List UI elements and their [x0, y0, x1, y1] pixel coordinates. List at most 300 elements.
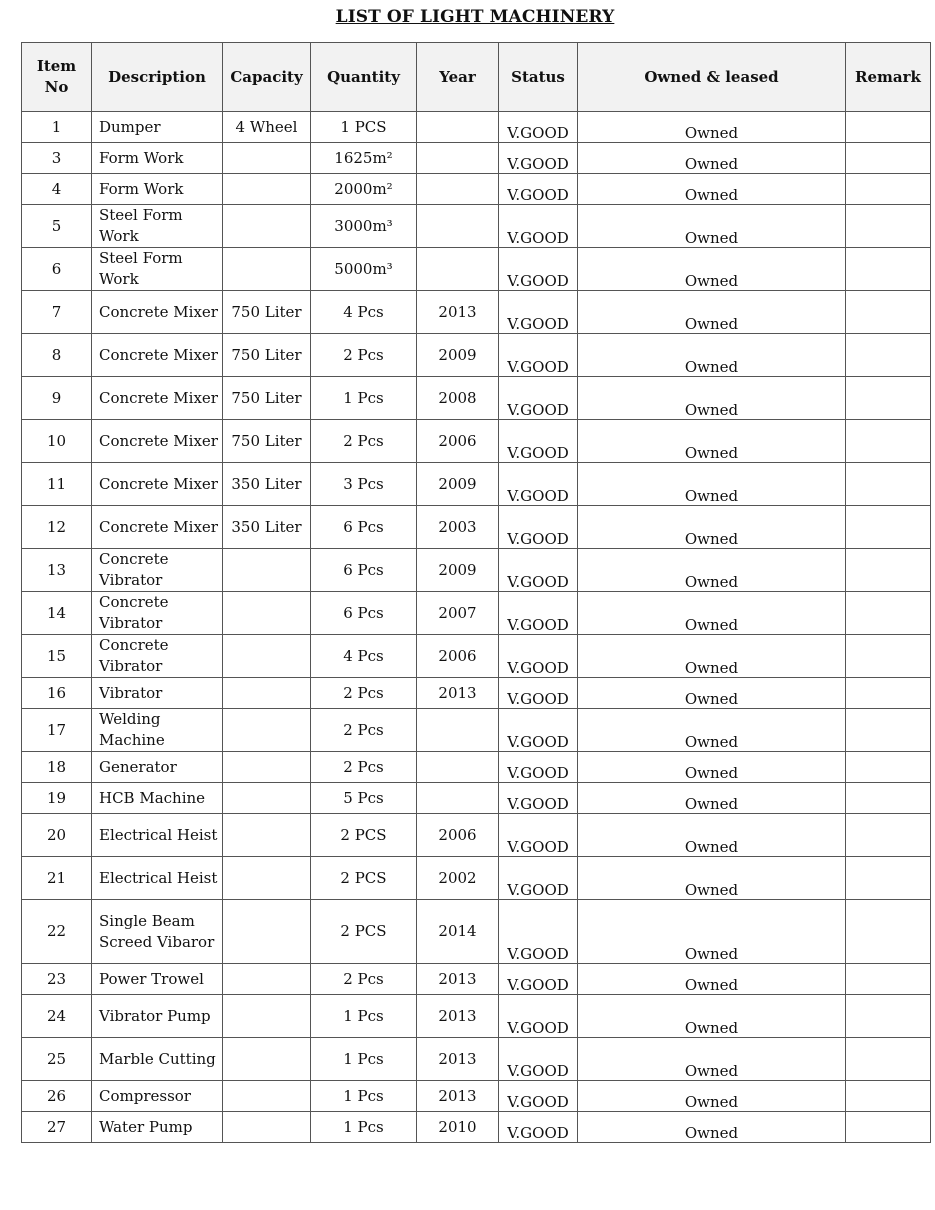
header-capacity: Capacity [223, 43, 311, 112]
cell-owned-leased [578, 291, 846, 334]
cell-item-no [22, 783, 92, 814]
cell-quantity [311, 291, 417, 334]
cell-capacity [223, 752, 311, 783]
cell-item-no [22, 291, 92, 334]
table-row [22, 377, 931, 420]
cell-description-text: Compressor [99, 1086, 191, 1105]
cell-quantity [311, 143, 417, 174]
cell-capacity [223, 1038, 311, 1081]
cell-owned-leased-text: Owned [684, 487, 739, 505]
cell-status-text: V.GOOD [507, 358, 569, 376]
cell-item-no [22, 248, 92, 291]
cell-description-text: Concrete Mixer [99, 517, 218, 536]
cell-item-no [22, 1038, 92, 1081]
cell-description-text: Vibrator [99, 683, 163, 702]
table-row [22, 857, 931, 900]
cell-description [92, 678, 223, 709]
cell-item-no-text: 3 [51, 148, 62, 167]
cell-item-no [22, 900, 92, 964]
cell-quantity-text: 2 Pcs [343, 345, 384, 364]
cell-item-no [22, 752, 92, 783]
cell-item-no-text: 10 [46, 431, 67, 450]
cell-status-text: V.GOOD [507, 690, 569, 708]
cell-owned-leased [578, 1112, 846, 1143]
cell-owned-leased-text: Owned [684, 272, 739, 290]
cell-item-no [22, 857, 92, 900]
cell-description [92, 205, 223, 248]
cell-year [417, 1081, 499, 1112]
cell-status-text: V.GOOD [507, 229, 569, 247]
cell-description-text: Concrete Mixer [99, 474, 218, 493]
cell-item-no-text: 22 [46, 922, 67, 940]
cell-capacity [223, 964, 311, 995]
cell-quantity [311, 709, 417, 752]
cell-description-text: Electrical Heist [99, 825, 218, 844]
cell-capacity [223, 709, 311, 752]
cell-status-text: V.GOOD [507, 764, 569, 782]
cell-description-text: Power Trowel [99, 969, 204, 988]
cell-quantity-text: 2 Pcs [343, 969, 384, 988]
cell-description-text: Steel Form Work [99, 206, 183, 245]
cell-description [92, 420, 223, 463]
cell-description-text: Welding Machine [99, 710, 165, 749]
cell-item-no [22, 964, 92, 995]
cell-year [417, 291, 499, 334]
cell-owned-leased-text: Owned [684, 616, 739, 634]
cell-remark [846, 857, 931, 900]
cell-item-no [22, 112, 92, 143]
cell-description [92, 291, 223, 334]
cell-description [92, 506, 223, 549]
cell-year [417, 463, 499, 506]
cell-capacity [223, 783, 311, 814]
cell-item-no-text: 14 [46, 603, 67, 622]
cell-status [499, 248, 578, 291]
cell-quantity [311, 964, 417, 995]
cell-remark [846, 635, 931, 678]
table-row [22, 635, 931, 678]
cell-quantity [311, 814, 417, 857]
cell-owned-leased-text: Owned [684, 1019, 739, 1037]
header-row [22, 43, 931, 112]
cell-remark [846, 995, 931, 1038]
table-row [22, 1112, 931, 1143]
cell-status-text: V.GOOD [507, 1093, 569, 1111]
cell-remark [846, 900, 931, 964]
cell-item-no [22, 549, 92, 592]
cell-owned-leased [578, 752, 846, 783]
table-row [22, 205, 931, 248]
cell-capacity-text: 750 Liter [231, 431, 302, 450]
cell-year-text: 2013 [438, 683, 477, 702]
cell-quantity-text: 3 Pcs [343, 474, 384, 493]
table-row [22, 709, 931, 752]
cell-owned-leased [578, 783, 846, 814]
cell-item-no [22, 334, 92, 377]
cell-owned-leased-text: Owned [684, 881, 739, 899]
cell-capacity [223, 900, 311, 964]
cell-status-text: V.GOOD [507, 530, 569, 548]
cell-item-no-text: 19 [46, 788, 67, 807]
table-row [22, 678, 931, 709]
cell-status-text: V.GOOD [507, 124, 569, 142]
cell-owned-leased-text: Owned [684, 764, 739, 782]
cell-quantity [311, 420, 417, 463]
cell-owned-leased [578, 678, 846, 709]
cell-item-no-text: 1 [51, 117, 62, 136]
cell-year [417, 143, 499, 174]
cell-item-no [22, 205, 92, 248]
cell-description [92, 1038, 223, 1081]
cell-year-text: 2007 [438, 603, 477, 622]
cell-status-text: V.GOOD [507, 659, 569, 677]
cell-year-text: 2002 [438, 868, 477, 887]
cell-quantity-text: 1 Pcs [343, 1049, 384, 1068]
table-row [22, 248, 931, 291]
table-row [22, 783, 931, 814]
header-item-no: Item No [22, 43, 92, 112]
cell-description [92, 592, 223, 635]
cell-description [92, 377, 223, 420]
cell-status-text: V.GOOD [507, 573, 569, 591]
cell-owned-leased [578, 205, 846, 248]
cell-quantity [311, 635, 417, 678]
cell-status-text: V.GOOD [507, 795, 569, 813]
cell-year [417, 592, 499, 635]
cell-item-no [22, 678, 92, 709]
cell-item-no-text: 21 [46, 868, 67, 887]
cell-status [499, 506, 578, 549]
cell-description-text: Concrete Mixer [99, 345, 218, 364]
cell-quantity [311, 678, 417, 709]
cell-quantity-text: 6 Pcs [343, 517, 384, 536]
cell-year-text: 2013 [438, 302, 477, 321]
cell-item-no-text: 27 [46, 1117, 67, 1136]
cell-quantity-text: 3000m³ [334, 216, 393, 235]
cell-owned-leased-text: Owned [684, 530, 739, 548]
cell-remark [846, 709, 931, 752]
cell-quantity-text: 2 PCS [340, 922, 387, 940]
cell-owned-leased [578, 635, 846, 678]
cell-description-text: Concrete Vibrator [99, 636, 169, 675]
cell-year [417, 635, 499, 678]
cell-capacity [223, 635, 311, 678]
cell-item-no-text: 17 [46, 720, 67, 739]
table-row [22, 900, 931, 964]
cell-year-text: 2013 [438, 1049, 477, 1068]
cell-remark [846, 549, 931, 592]
cell-owned-leased [578, 377, 846, 420]
cell-item-no-text: 16 [46, 683, 67, 702]
cell-quantity [311, 900, 417, 964]
cell-owned-leased [578, 1038, 846, 1081]
cell-status-text: V.GOOD [507, 881, 569, 899]
table-row [22, 752, 931, 783]
cell-owned-leased-text: Owned [684, 838, 739, 856]
cell-remark [846, 678, 931, 709]
cell-owned-leased-text: Owned [684, 186, 739, 204]
cell-status [499, 1112, 578, 1143]
cell-item-no [22, 995, 92, 1038]
cell-status-text: V.GOOD [507, 945, 569, 963]
cell-item-no-text: 9 [51, 388, 62, 407]
cell-description [92, 174, 223, 205]
cell-capacity [223, 678, 311, 709]
cell-quantity [311, 112, 417, 143]
cell-status [499, 1081, 578, 1112]
cell-owned-leased-text: Owned [684, 229, 739, 247]
cell-status-text: V.GOOD [507, 444, 569, 462]
table-row [22, 420, 931, 463]
cell-year-text: 2013 [438, 1006, 477, 1025]
cell-description-text: Concrete Mixer [99, 388, 218, 407]
cell-remark [846, 814, 931, 857]
cell-status [499, 857, 578, 900]
cell-year-text: 2013 [438, 969, 477, 988]
table-body [22, 112, 931, 1143]
cell-description [92, 709, 223, 752]
cell-owned-leased [578, 900, 846, 964]
cell-remark [846, 248, 931, 291]
cell-description [92, 752, 223, 783]
cell-remark [846, 334, 931, 377]
table-row [22, 1081, 931, 1112]
table-row [22, 592, 931, 635]
cell-quantity-text: 1 PCS [340, 117, 387, 136]
cell-year [417, 549, 499, 592]
cell-item-no [22, 814, 92, 857]
cell-quantity-text: 1 Pcs [343, 1117, 384, 1136]
cell-status-text: V.GOOD [507, 1062, 569, 1080]
cell-remark [846, 463, 931, 506]
cell-owned-leased [578, 1081, 846, 1112]
cell-status [499, 592, 578, 635]
cell-capacity [223, 174, 311, 205]
cell-description-text: Steel Form Work [99, 249, 183, 288]
table-row [22, 1038, 931, 1081]
cell-year-text: 2014 [438, 922, 477, 940]
cell-quantity [311, 549, 417, 592]
cell-status [499, 752, 578, 783]
cell-year [417, 783, 499, 814]
cell-capacity [223, 205, 311, 248]
cell-owned-leased [578, 857, 846, 900]
cell-capacity-text: 350 Liter [231, 517, 302, 536]
cell-status [499, 420, 578, 463]
document-title: LIST OF LIGHT MACHINERY [335, 7, 615, 27]
cell-item-no [22, 506, 92, 549]
cell-description [92, 1081, 223, 1112]
cell-quantity-text: 4 Pcs [343, 302, 384, 321]
cell-capacity [223, 857, 311, 900]
cell-description-text: Vibrator Pump [99, 1006, 211, 1025]
cell-status [499, 964, 578, 995]
cell-year-text: 2003 [438, 517, 477, 536]
cell-item-no [22, 592, 92, 635]
cell-year [417, 995, 499, 1038]
cell-quantity-text: 1 Pcs [343, 388, 384, 407]
cell-capacity [223, 506, 311, 549]
cell-item-no [22, 377, 92, 420]
cell-status-text: V.GOOD [507, 272, 569, 290]
header-year: Year [417, 43, 499, 112]
cell-quantity [311, 1112, 417, 1143]
table-row [22, 291, 931, 334]
cell-year-text: 2006 [438, 646, 477, 665]
cell-quantity-text: 6 Pcs [343, 560, 384, 579]
cell-capacity [223, 463, 311, 506]
cell-remark [846, 291, 931, 334]
cell-remark [846, 592, 931, 635]
cell-owned-leased [578, 334, 846, 377]
cell-remark [846, 783, 931, 814]
cell-quantity [311, 1081, 417, 1112]
cell-description [92, 549, 223, 592]
cell-year-text: 2008 [438, 388, 477, 407]
cell-status-text: V.GOOD [507, 616, 569, 634]
cell-owned-leased [578, 143, 846, 174]
cell-status [499, 635, 578, 678]
cell-year [417, 857, 499, 900]
cell-quantity-text: 5 Pcs [343, 788, 384, 807]
cell-description [92, 995, 223, 1038]
table-row [22, 174, 931, 205]
table-row [22, 463, 931, 506]
cell-status-text: V.GOOD [507, 976, 569, 994]
cell-quantity [311, 752, 417, 783]
cell-status-text: V.GOOD [507, 838, 569, 856]
cell-description-text: Concrete Mixer [99, 431, 218, 450]
cell-year [417, 377, 499, 420]
cell-capacity [223, 1081, 311, 1112]
cell-quantity-text: 1625m² [334, 148, 393, 167]
cell-year-text: 2010 [438, 1117, 477, 1136]
cell-capacity [223, 291, 311, 334]
cell-owned-leased [578, 112, 846, 143]
cell-remark [846, 377, 931, 420]
cell-owned-leased [578, 174, 846, 205]
cell-year [417, 420, 499, 463]
header-status: Status [499, 43, 578, 112]
cell-status [499, 1038, 578, 1081]
cell-capacity [223, 549, 311, 592]
cell-capacity-text: 4 Wheel [235, 117, 298, 136]
cell-year [417, 814, 499, 857]
cell-year-text: 2009 [438, 345, 477, 364]
cell-year [417, 1112, 499, 1143]
cell-owned-leased-text: Owned [684, 573, 739, 591]
cell-status-text: V.GOOD [507, 155, 569, 173]
cell-status [499, 174, 578, 205]
cell-remark [846, 1038, 931, 1081]
cell-remark [846, 112, 931, 143]
cell-status [499, 334, 578, 377]
cell-year-text: 2009 [438, 474, 477, 493]
cell-description [92, 783, 223, 814]
cell-description [92, 814, 223, 857]
cell-capacity-text: 750 Liter [231, 388, 302, 407]
cell-year-text: 2006 [438, 825, 477, 844]
cell-remark [846, 174, 931, 205]
cell-year [417, 506, 499, 549]
cell-item-no [22, 143, 92, 174]
cell-capacity [223, 377, 311, 420]
cell-item-no-text: 20 [46, 825, 67, 844]
cell-capacity-text: 350 Liter [231, 474, 302, 493]
cell-description-text: Form Work [99, 148, 184, 167]
cell-remark [846, 205, 931, 248]
cell-status-text: V.GOOD [507, 487, 569, 505]
cell-year [417, 900, 499, 964]
cell-capacity [223, 334, 311, 377]
cell-description-text: HCB Machine [99, 788, 206, 807]
cell-owned-leased [578, 592, 846, 635]
cell-quantity-text: 1 Pcs [343, 1086, 384, 1105]
cell-description [92, 248, 223, 291]
cell-item-no-text: 25 [46, 1049, 67, 1068]
cell-item-no-text: 24 [46, 1006, 67, 1025]
cell-status [499, 549, 578, 592]
cell-status-text: V.GOOD [507, 1019, 569, 1037]
cell-owned-leased-text: Owned [684, 358, 739, 376]
cell-description [92, 463, 223, 506]
cell-item-no-text: 4 [51, 179, 62, 198]
cell-quantity-text: 2 Pcs [343, 431, 384, 450]
cell-remark [846, 143, 931, 174]
cell-status [499, 995, 578, 1038]
cell-quantity [311, 174, 417, 205]
cell-item-no [22, 174, 92, 205]
cell-quantity [311, 205, 417, 248]
cell-owned-leased-text: Owned [684, 733, 739, 751]
cell-status [499, 377, 578, 420]
cell-year [417, 248, 499, 291]
cell-capacity [223, 995, 311, 1038]
cell-year [417, 112, 499, 143]
cell-capacity [223, 112, 311, 143]
cell-item-no-text: 11 [46, 474, 67, 493]
cell-description [92, 334, 223, 377]
cell-description-text: Water Pump [99, 1117, 193, 1136]
cell-status [499, 463, 578, 506]
cell-quantity-text: 2 Pcs [343, 683, 384, 702]
cell-item-no [22, 709, 92, 752]
cell-year-text: 2009 [438, 560, 477, 579]
cell-description-text: Electrical Heist [99, 868, 218, 887]
cell-description-text: Concrete Vibrator [99, 593, 169, 632]
table-row [22, 814, 931, 857]
cell-owned-leased-text: Owned [684, 444, 739, 462]
table-row [22, 506, 931, 549]
cell-capacity [223, 1112, 311, 1143]
cell-quantity [311, 506, 417, 549]
header-description: Description [92, 43, 223, 112]
cell-description-text: Form Work [99, 179, 184, 198]
cell-status [499, 678, 578, 709]
cell-status [499, 900, 578, 964]
cell-year [417, 334, 499, 377]
cell-item-no-text: 8 [51, 345, 62, 364]
cell-quantity-text: 2 PCS [340, 825, 387, 844]
cell-quantity [311, 377, 417, 420]
cell-remark [846, 964, 931, 995]
cell-description-text: Single Beam Screed Vibaror [99, 911, 215, 951]
cell-quantity-text: 4 Pcs [343, 646, 384, 665]
cell-description-text: Concrete Mixer [99, 302, 218, 321]
cell-quantity-text: 1 Pcs [343, 1006, 384, 1025]
cell-status [499, 814, 578, 857]
cell-owned-leased [578, 549, 846, 592]
